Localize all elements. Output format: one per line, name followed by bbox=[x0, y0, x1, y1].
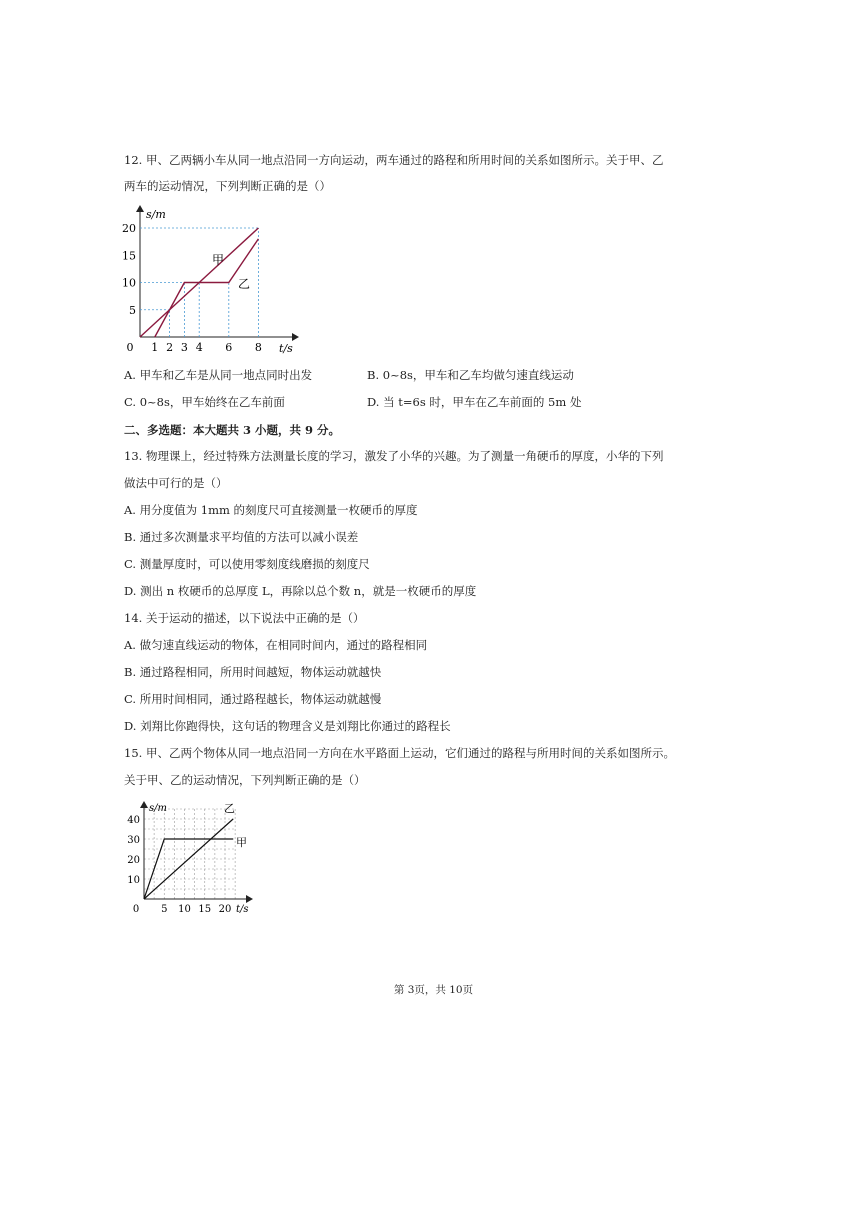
q15-y-tick-2: 30 bbox=[127, 835, 140, 846]
q12-axes bbox=[136, 205, 299, 341]
q15-x-tick-3: 15 bbox=[198, 904, 212, 915]
q15-series-label-jia: 甲 bbox=[236, 836, 247, 849]
q12-stem-line2: 两车的运动情况，下列判断正确的是（） bbox=[124, 179, 331, 193]
q15-y-tick-0: 10 bbox=[127, 875, 140, 886]
q12-x-tick-0: 0 bbox=[126, 341, 134, 354]
q12-series-label-yi: 乙 bbox=[238, 277, 251, 291]
q15-grid bbox=[144, 809, 235, 899]
q15-series-label-yi: 乙 bbox=[224, 802, 235, 815]
q12-y-tick-0: 5 bbox=[129, 303, 136, 317]
q12-x-axis-label: t/s bbox=[279, 342, 293, 355]
q14-option-b: B. 通过路程相同，所用时间越短，物体运动就越快 bbox=[124, 665, 382, 679]
q12-x-tick-6: 8 bbox=[254, 341, 262, 354]
q12-y-tick-1: 10 bbox=[122, 276, 136, 290]
q15-stem-line1: 15. 甲、乙两个物体从同一地点沿同一方向在水平路面上运动，它们通过的路程与所用时间的关系如图所示。 bbox=[124, 746, 675, 760]
q12-x-tick-2: 2 bbox=[166, 341, 174, 354]
q13-option-b: B. 通过多次测量求平均值的方法可以减小误差 bbox=[124, 530, 359, 544]
q13-stem-line1: 13. 物理课上，经过特殊方法测量长度的学习，激发了小华的兴趣。为了测量一角硬币的厚度，小华的下列 bbox=[124, 449, 664, 463]
q14-option-c: C. 所用时间相同，通过路程越长，物体运动就越慢 bbox=[124, 692, 382, 706]
q15-chart bbox=[124, 798, 264, 920]
q13-option-a: A. 用分度值为 1mm 的刻度尺可直接测量一枚硬币的厚度 bbox=[124, 503, 418, 517]
q14-option-a: A. 做匀速直线运动的物体，在相同时间内，通过的路程相同 bbox=[124, 638, 428, 652]
q15-x-axis-label: t/s bbox=[236, 904, 249, 915]
q14-stem: 14. 关于运动的描述，以下说法中正确的是（） bbox=[124, 611, 365, 625]
q14-option-d: D. 刘翔比你跑得快，这句话的物理含义是刘翔比你通过的路程长 bbox=[124, 719, 451, 733]
q12-x-tick-1: 1 bbox=[151, 341, 159, 354]
page-footer: 第 3页，共 10页 bbox=[393, 984, 474, 996]
q12-x-tick-5: 6 bbox=[225, 341, 233, 354]
q12-chart bbox=[124, 200, 304, 360]
section2-title: 二、多选题：本大题共 3 小题，共 9 分。 bbox=[124, 423, 341, 437]
q12-x-tick-3: 3 bbox=[180, 341, 188, 354]
q13-stem-line2: 做法中可行的是（） bbox=[124, 476, 228, 490]
q12-option-a: A. 甲车和乙车是从同一地点同时出发 bbox=[124, 368, 313, 382]
q13-option-d: D. 测出 n 枚硬币的总厚度 L，再除以总个数 n，就是一枚硬币的厚度 bbox=[124, 584, 477, 598]
q15-x-tick-1: 5 bbox=[161, 904, 168, 915]
q15-x-tick-0: 0 bbox=[132, 904, 140, 915]
q12-option-c: C. 0~8s，甲车始终在乙车前面 bbox=[124, 395, 285, 409]
q15-y-tick-1: 20 bbox=[127, 855, 140, 866]
q15-y-axis-label: s/m bbox=[149, 803, 167, 814]
q15-stem-line2: 关于甲、乙的运动情况，下列判断正确的是（） bbox=[124, 773, 366, 787]
q12-y-axis-label: s/m bbox=[146, 208, 166, 221]
q12-x-tick-4: 4 bbox=[195, 341, 203, 354]
q12-y-tick-2: 15 bbox=[122, 249, 136, 263]
q13-option-c: C. 测量厚度时，可以使用零刻度线磨损的刻度尺 bbox=[124, 557, 370, 571]
q15-tick-labels bbox=[127, 815, 231, 915]
q12-option-d: D. 当 t=6s 时，甲车在乙车前面的 5m 处 bbox=[367, 395, 582, 409]
q15-x-tick-4: 20 bbox=[218, 904, 232, 915]
q15-y-tick-3: 40 bbox=[127, 815, 140, 826]
q15-series-lines bbox=[144, 819, 233, 899]
q12-y-tick-3: 20 bbox=[122, 222, 136, 235]
q12-option-b: B. 0~8s，甲车和乙车均做匀速直线运动 bbox=[367, 368, 574, 382]
q12-stem-line1: 12. 甲、乙两辆小车从同一地点沿同一方向运动，两车通过的路程和所用时间的关系如图所示。关于甲、乙 bbox=[124, 153, 664, 167]
q12-series-label-jia: 甲 bbox=[212, 253, 225, 267]
q15-x-tick-2: 10 bbox=[178, 904, 191, 915]
